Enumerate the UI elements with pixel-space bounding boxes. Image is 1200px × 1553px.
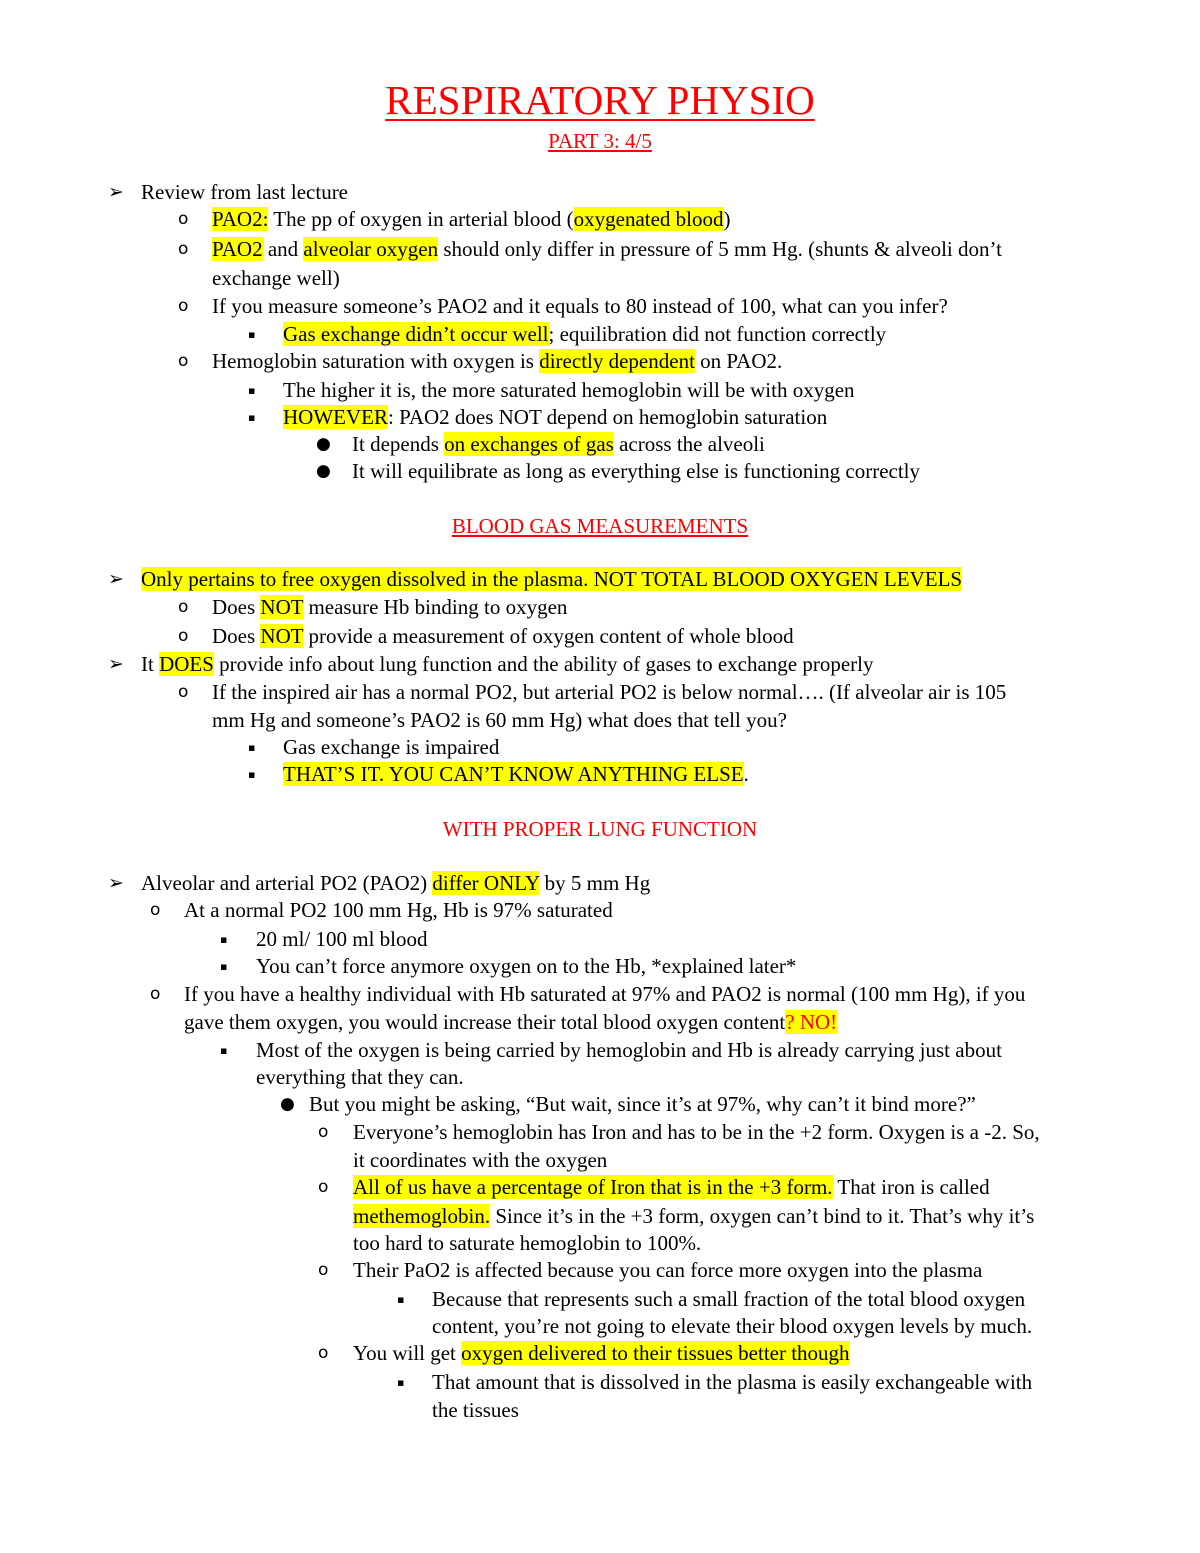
list-item: It will equilibrate as long as everything else is functioning correctly	[352, 459, 921, 483]
list-item: Does NOT measure Hb binding to oxygen	[212, 595, 568, 619]
list-item: Because that represents such a small fraction of the total blood oxygen	[432, 1287, 1026, 1311]
square-bullet-icon: ▪	[248, 328, 256, 341]
list-item-continuation: too hard to saturate hemoglobin to 100%.	[353, 1231, 702, 1255]
list-item: If the inspired air has a normal PO2, but arterial PO2 is below normal…. (If alveolar air is 105	[212, 680, 1007, 704]
square-bullet-icon: ▪	[248, 768, 256, 781]
square-bullet-icon: ▪	[397, 1293, 405, 1306]
list-item: Does NOT provide a measurement of oxygen content of whole blood	[212, 624, 794, 648]
circle-bullet-icon: o	[150, 900, 161, 920]
document-title: RESPIRATORY PHYSIO	[385, 77, 815, 123]
list-item-continuation: mm Hg and someone’s PAO2 is 60 mm Hg) what does that tell you?	[212, 708, 787, 732]
circle-bullet-icon: o	[178, 351, 189, 371]
list-item: PAO2 and alveolar oxygen should only differ in pressure of 5 mm Hg. (shunts & alveoli don’t	[212, 237, 1002, 261]
list-item: If you measure someone’s PAO2 and it equals to 80 instead of 100, what can you infer?	[212, 294, 948, 318]
circle-bullet-icon: o	[318, 1122, 329, 1142]
list-item-continuation: it coordinates with the oxygen	[353, 1148, 608, 1172]
list-item: You will get oxygen delivered to their tissues better though	[353, 1341, 850, 1365]
square-bullet-icon: ▪	[248, 384, 256, 397]
list-item: That amount that is dissolved in the plasma is easily exchangeable with	[432, 1370, 1033, 1394]
arrow-bullet-icon: ➢	[108, 181, 124, 203]
square-bullet-icon: ▪	[220, 960, 228, 973]
list-item: Their PaO2 is affected because you can force more oxygen into the plasma	[353, 1258, 983, 1282]
list-item: Only pertains to free oxygen dissolved in the plasma. NOT TOTAL BLOOD OXYGEN LEVELS	[141, 567, 963, 591]
list-item: Most of the oxygen is being carried by hemoglobin and Hb is already carrying just about	[256, 1038, 1002, 1062]
arrow-bullet-icon: ➢	[108, 653, 124, 675]
list-item: THAT’S IT. YOU CAN’T KNOW ANYTHING ELSE.	[283, 762, 749, 786]
list-item: Gas exchange is impaired	[283, 735, 500, 759]
list-item: PAO2: The pp of oxygen in arterial blood (oxygenated blood)	[212, 207, 731, 231]
list-item: It DOES provide info about lung function and the ability of gases to exchange properly	[141, 652, 874, 676]
list-item: You can’t force anymore oxygen on to the Hb, *explained later*	[256, 954, 797, 978]
circle-bullet-icon: o	[318, 1260, 329, 1280]
list-item: Everyone’s hemoglobin has Iron and has to be in the +2 form. Oxygen is a -2. So,	[353, 1120, 1040, 1144]
circle-bullet-icon: o	[178, 209, 189, 229]
list-item-continuation: methemoglobin. Since it’s in the +3 form, oxygen can’t bind to it. That’s why it’s	[353, 1204, 1035, 1228]
circle-bullet-icon: o	[178, 597, 189, 617]
document-subtitle: PART 3: 4/5	[548, 129, 652, 153]
square-bullet-icon: ▪	[397, 1376, 405, 1389]
circle-bullet-icon: o	[150, 984, 161, 1004]
list-item: Review from last lecture	[141, 180, 349, 204]
list-item: At a normal PO2 100 mm Hg, Hb is 97% saturated	[184, 898, 613, 922]
dot-bullet-icon: ●	[316, 434, 331, 454]
circle-bullet-icon: o	[178, 296, 189, 316]
list-item: If you have a healthy individual with Hb saturated at 97% and PAO2 is normal (100 mm Hg), if you	[184, 982, 1026, 1006]
list-item: HOWEVER: PAO2 does NOT depend on hemoglobin saturation	[283, 405, 828, 429]
square-bullet-icon: ▪	[248, 741, 256, 754]
list-item: Hemoglobin saturation with oxygen is directly dependent on PAO2.	[212, 349, 783, 373]
list-item-continuation: exchange well)	[212, 266, 340, 290]
circle-bullet-icon: o	[318, 1177, 329, 1197]
square-bullet-icon: ▪	[248, 411, 256, 424]
list-item-continuation: content, you’re not going to elevate their blood oxygen levels by much.	[432, 1314, 1033, 1338]
list-item-continuation: gave them oxygen, you would increase their total blood oxygen content? NO!	[184, 1010, 838, 1034]
list-item: All of us have a percentage of Iron that is in the +3 form. That iron is called	[353, 1175, 990, 1199]
section-heading-blood-gas: BLOOD GAS MEASUREMENTS	[451, 514, 749, 538]
circle-bullet-icon: o	[178, 239, 189, 259]
list-item: Alveolar and arterial PO2 (PAO2) differ ONLY by 5 mm Hg	[141, 871, 651, 895]
list-item: Gas exchange didn’t occur well; equilibration did not function correctly	[283, 322, 887, 346]
section-heading-lung-function: WITH PROPER LUNG FUNCTION	[442, 817, 758, 841]
list-item: It depends on exchanges of gas across the alveoli	[352, 432, 765, 456]
square-bullet-icon: ▪	[220, 1044, 228, 1057]
square-bullet-icon: ▪	[220, 933, 228, 946]
list-item: The higher it is, the more saturated hemoglobin will be with oxygen	[283, 378, 855, 402]
circle-bullet-icon: o	[178, 682, 189, 702]
dot-bullet-icon: ●	[316, 461, 331, 481]
list-item: 20 ml/ 100 ml blood	[256, 927, 428, 951]
arrow-bullet-icon: ➢	[108, 872, 124, 894]
circle-bullet-icon: o	[178, 626, 189, 646]
list-item: But you might be asking, “But wait, since it’s at 97%, why can’t it bind more?”	[309, 1092, 976, 1116]
circle-bullet-icon: o	[318, 1343, 329, 1363]
arrow-bullet-icon: ➢	[108, 568, 124, 590]
list-item-continuation: everything that they can.	[256, 1065, 464, 1089]
list-item-continuation: the tissues	[432, 1398, 519, 1422]
dot-bullet-icon: ●	[280, 1094, 295, 1114]
